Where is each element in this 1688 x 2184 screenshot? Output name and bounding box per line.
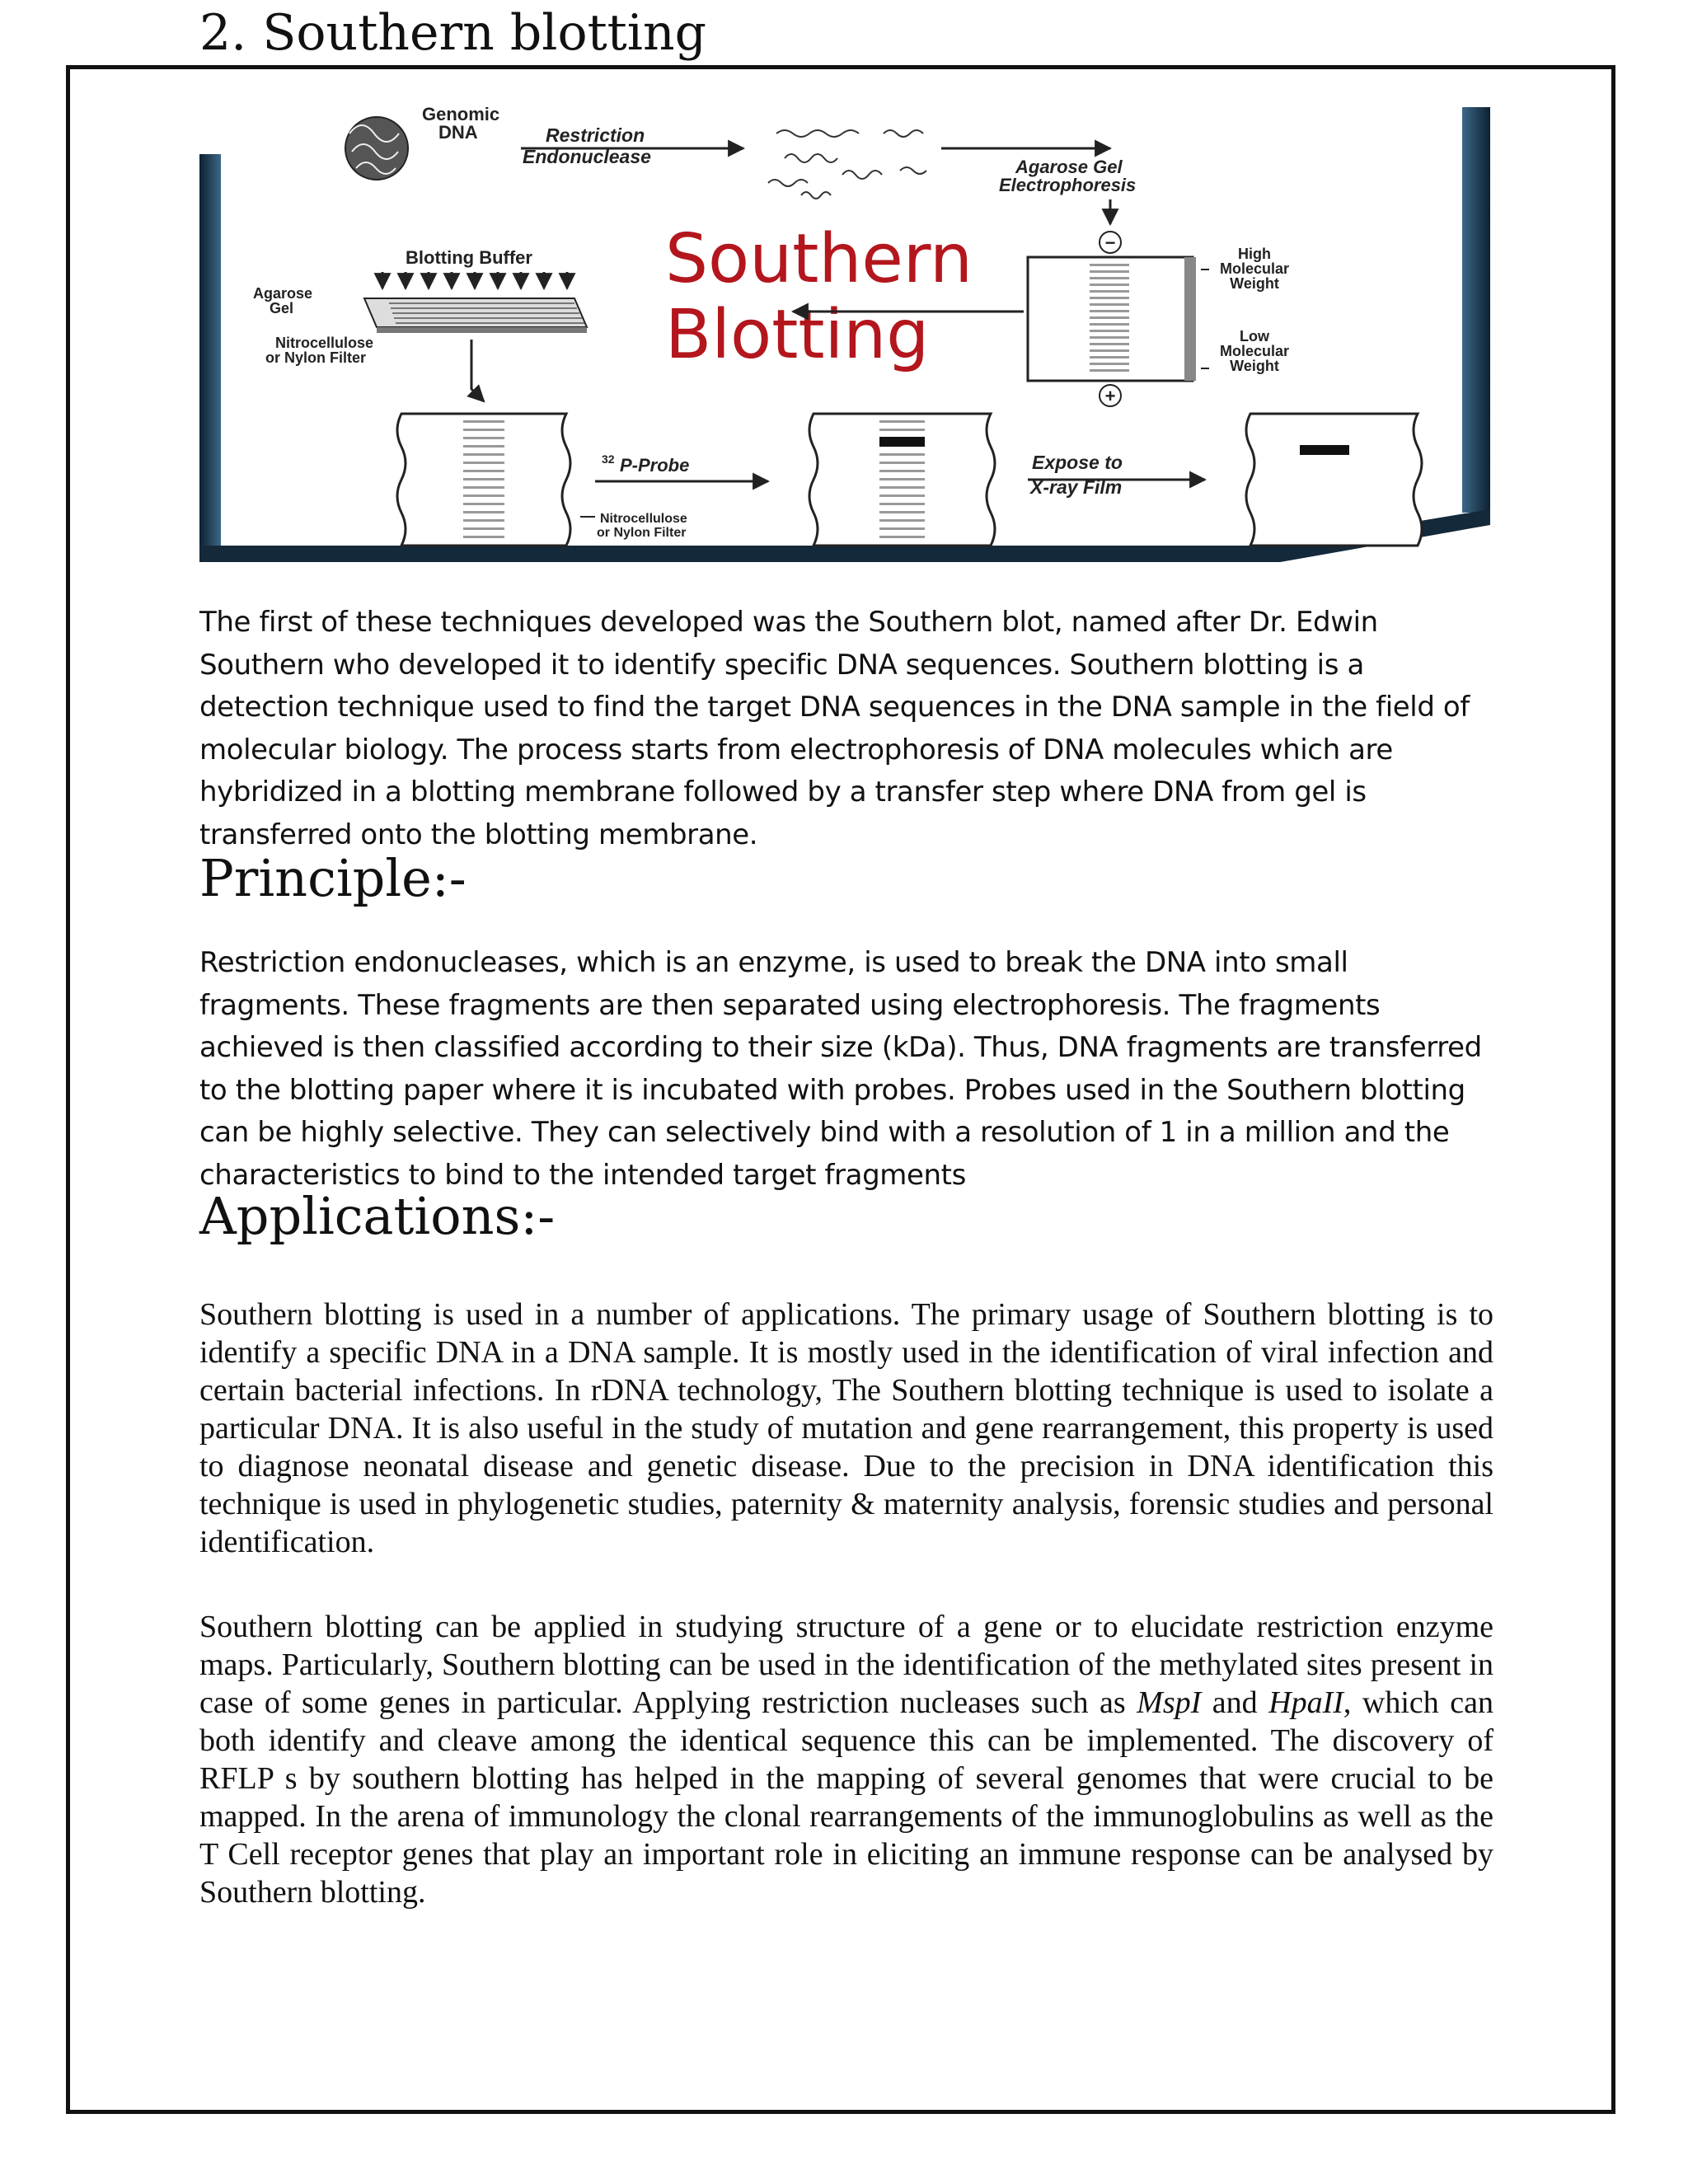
label-low-molecular: Molecular [1219, 343, 1290, 359]
southern-blotting-figure [199, 101, 1492, 562]
plus-sign: + [1104, 386, 1116, 406]
gel-box-side [1184, 257, 1196, 381]
para2-and: and [1201, 1685, 1269, 1720]
label-blotting-buffer: Blotting Buffer [406, 247, 532, 268]
label-agarose: Agarose [253, 285, 313, 302]
page-title: 2. Southern blotting [199, 4, 707, 62]
label-expose: Expose to [1032, 452, 1123, 473]
southern-blotting-diagram [199, 101, 1492, 562]
para2-text-1: Southern blotting can be applied in studying structure of a gene or to elucidate restriction enzyme maps. Particularly, Southern blotting can be used in the identification of the methylated sites present in case of some genes in particular. Applying restriction nucleases such as [199, 1610, 1493, 1720]
buffer-arrows [382, 272, 567, 288]
label-genomic: Genomic [422, 104, 500, 124]
dna-fragments-icon [768, 130, 926, 199]
label-endonuclease: Endonuclease [523, 146, 651, 167]
label-nitro-bottom: Nitrocellulose [600, 512, 687, 526]
applications-paragraph-2 [199, 1608, 1493, 1911]
label-probe: P-Probe [620, 455, 690, 476]
label-nylon-left: or Nylon Filter [265, 349, 367, 366]
probe-superscript: 32 [602, 452, 615, 466]
right-dark-panel [1462, 107, 1490, 513]
label-agarose-gel: Agarose Gel [1015, 157, 1123, 177]
down-arrow-blot [471, 340, 484, 401]
film-band [1300, 445, 1349, 455]
label-xray: X-ray Film [1030, 476, 1123, 498]
figure-title-line2: Blotting [665, 296, 930, 374]
label-nylon-bottom: or Nylon Filter [597, 526, 687, 540]
filter-layer [377, 327, 587, 333]
principle-heading: Principle:- [199, 848, 467, 908]
label-restriction: Restriction [546, 124, 645, 146]
membrane-1 [397, 414, 570, 546]
membrane-2 [809, 414, 995, 546]
label-high: High [1238, 246, 1271, 262]
label-high-molecular: Molecular [1219, 260, 1290, 277]
xray-film [1246, 414, 1422, 546]
minus-sign: − [1104, 232, 1116, 253]
genomic-dna-icon [345, 117, 408, 180]
left-dark-panel [199, 154, 221, 558]
label-nitro-left: Nitrocellulose [275, 335, 374, 351]
principle-paragraph: Restriction endonucleases, which is an enzyme, is used to break the DNA into small fragments. These fragments are then separated using electrophoresis. The fragments achieved is then classified according to their size (kDa). Thus, DNA fragments are transferred to the blotting paper where it is incubated with probes. Probes used in the Southern blotting can be highly selective. They can selectively bind with a resolution of 1 in a million and the characteristics to bind to the intended target fragments [199, 946, 1482, 1192]
label-dna: DNA [438, 122, 478, 143]
label-gel: Gel [270, 300, 294, 316]
applications-paragraph-1: Southern blotting is used in a number of applications. The primary usage of Southern blotting is to identify a specific DNA in a DNA sample. It is mostly used in the identification of viral infection and certain bacterial infections. In rDNA technology, The Southern blotting technique is used to isolate a particular DNA. It is also useful in the study of mutation and gene rearrangement, this property is used to diagnose neonatal disease and genetic disease. Due to the precision in DNA identification this technique is used in phylogenetic studies, paternity & maternity analysis, forensic studies and personal identification. [199, 1297, 1493, 1559]
enzyme-hpaii: HpaII [1268, 1685, 1343, 1720]
label-electrophoresis: Electrophoresis [999, 175, 1137, 195]
intro-paragraph: The first of these techniques developed was the Southern blot, named after Dr. Edwin Southern who developed it to identify specific DNA sequences. Southern blotting is a detection technique used to find the target DNA sequences in the DNA sample in the field of molecular biology. The process starts from electrophoresis of DNA molecules which are hybridized in a blotting membrane followed by a transfer step where DNA from gel is transferred onto the blotting membrane. [199, 606, 1470, 851]
label-low-weight: Weight [1230, 358, 1279, 374]
enzyme-mspi: MspI [1137, 1685, 1202, 1720]
applications-heading: Applications:- [199, 1186, 556, 1246]
para2-text-2: , which can both identify and cleave among the identical sequence this can be implemented. The discovery of RFLP s by southern blotting has helped in the mapping of several genomes that were crucial to be mapped. In the arena of immunology the clonal rearrangements of the immunoglobulins as well as the T Cell receptor genes that play an important role in eliciting an immune response can be analysed by Southern blotting. [199, 1685, 1493, 1910]
hybridized-band [879, 437, 925, 447]
label-low: Low [1240, 328, 1269, 344]
figure-title-line1: Southern [665, 220, 973, 298]
label-high-weight: Weight [1230, 275, 1279, 292]
